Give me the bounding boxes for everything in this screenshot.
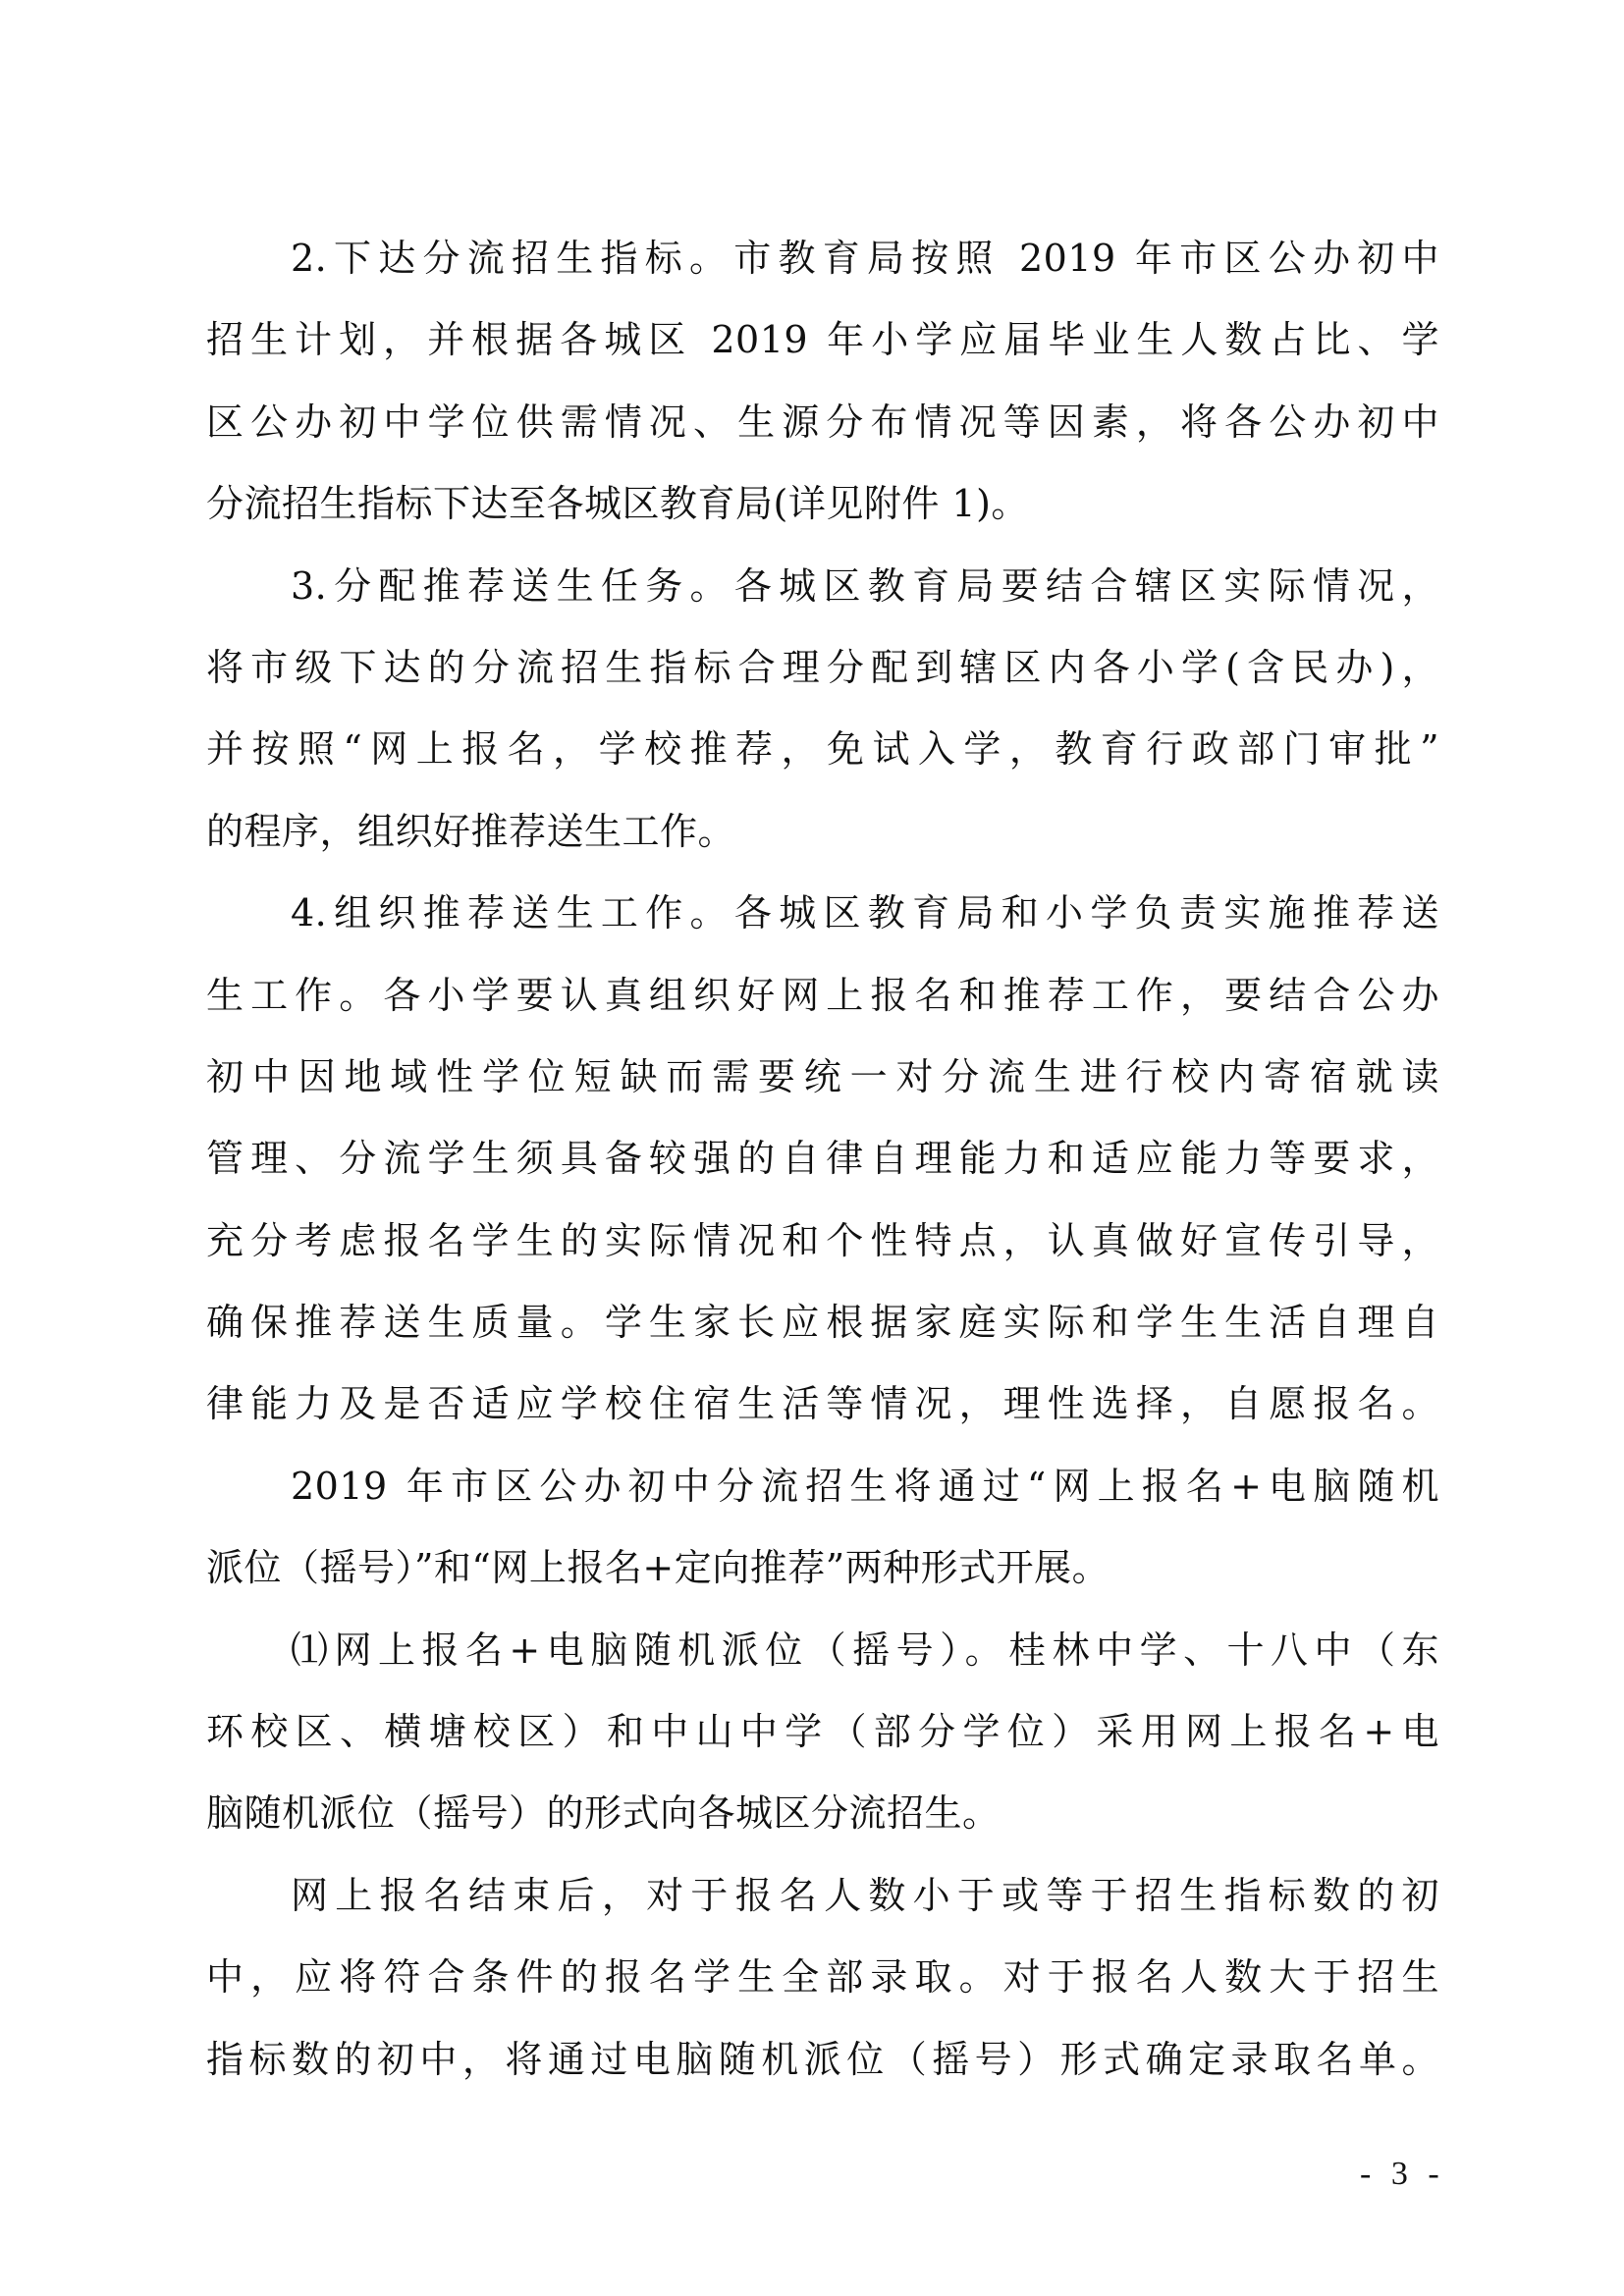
text-line: 充分考虑报名学生的实际情况和个性特点，认真做好宣传引导， [206,1218,1439,1262]
text-line: 区公办初中学位供需情况、生源分布情况等因素，将各公办初中 [206,400,1439,444]
text-line: 中，应将符合条件的报名学生全部录取。对于报名人数大于招生 [206,1955,1439,2000]
document-body [206,218,1439,2101]
text-line: 指标数的初中，将通过电脑随机派位（摇号）形式确定录取名单。 [206,2037,1439,2081]
text-line: 派位（摇号）”和“网上报名+定向推荐”两种形式开展。 [206,1546,1110,1590]
text-line: 分流招生指标下达至各城区教育局(详见附件 1)。 [206,482,1029,526]
text-line: 将市级下达的分流招生指标合理分配到辖区内各小学(含民办)， [206,645,1439,689]
text-line: 管理、分流学生须具备较强的自律自理能力和适应能力等要求， [206,1137,1439,1181]
text-line: 环校区、横塘校区）和中山中学（部分学位）采用网上报名+电 [206,1710,1439,1754]
text-line: 招生计划，并根据各城区 2019 年小学应届毕业生人数占比、学 [206,318,1439,362]
text-line: 3.分配推荐送生任务。各城区教育局要结合辖区实际情况， [291,563,1439,608]
text-line: ⑴网上报名+电脑随机派位（摇号）。桂林中学、十八中（东 [291,1628,1439,1672]
paragraph-forms-intro [206,1446,1439,1610]
text-line: 4.组织推荐送生工作。各城区教育局和小学负责实施推荐送 [291,891,1439,935]
page-number: - 3 - [1360,2156,1445,2192]
text-line: 并按照“网上报名，学校推荐，免试入学，教育行政部门审批” [206,727,1439,772]
text-line: 的程序，组织好推荐送生工作。 [206,809,736,853]
text-line: 2.下达分流招生指标。市教育局按照 2019 年市区公办初中 [291,237,1439,280]
text-line: 律能力及是否适应学校住宿生活等情况，理性选择，自愿报名。 [206,1382,1439,1426]
text-line: 2019 年市区公办初中分流招生将通过“网上报名+电脑随机 [291,1464,1439,1508]
text-line: 初中因地域性学位短缺而需要统一对分流生进行校内寄宿就读 [206,1054,1439,1098]
paragraph-item-4 [206,873,1439,1446]
paragraph-form-1-admission [206,1855,1439,2101]
text-line: 网上报名结束后，对于报名人数小于或等于招生指标数的初 [291,1873,1439,1917]
text-line: 确保推荐送生质量。学生家长应根据家庭实际和学生生活自理自 [206,1301,1439,1345]
paragraph-item-2 [206,218,1439,546]
text-line: 生工作。各小学要认真组织好网上报名和推荐工作，要结合公办 [206,973,1439,1017]
paragraph-item-3 [206,546,1439,874]
paragraph-form-1 [206,1610,1439,1855]
text-line: 脑随机派位（摇号）的形式向各城区分流招生。 [206,1791,1001,1836]
